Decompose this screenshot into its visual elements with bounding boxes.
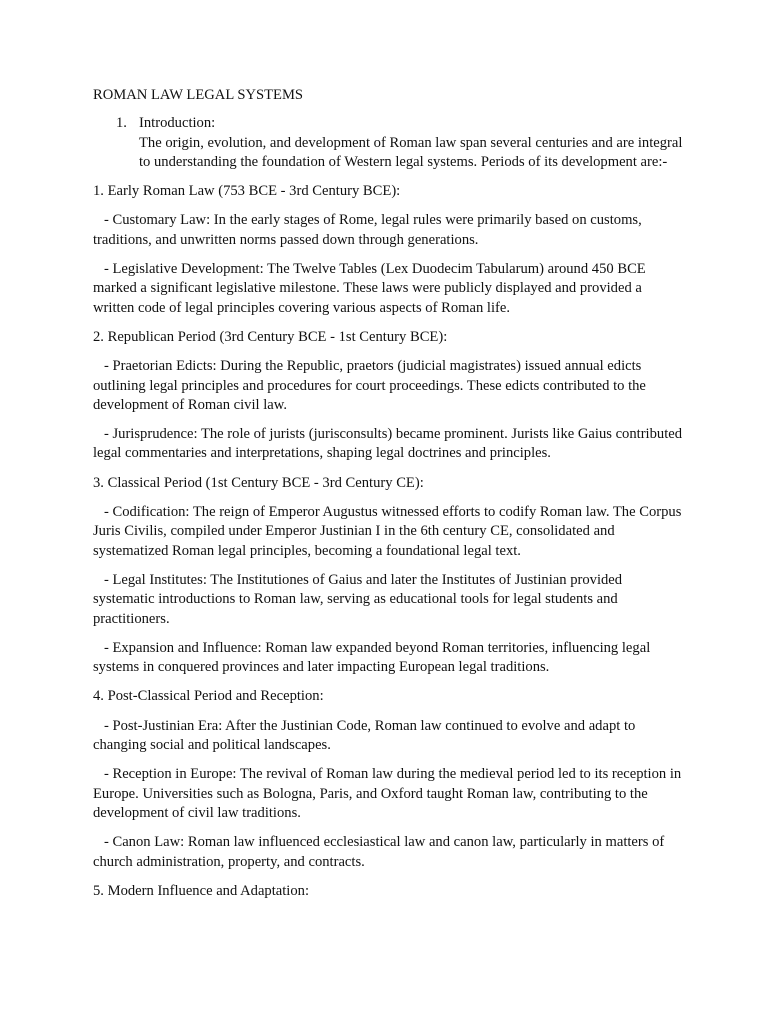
paragraph-codification: - Codification: The reign of Emperor Augustus witnessed efforts to codify Roman law. The Corpus Juris Civilis, compiled under Emperor Justinian I in the 6th century CE, consolidated and systematized Roman legal principles, becoming a foundational legal text. xyxy=(93,504,686,559)
intro-list-item xyxy=(93,114,683,172)
document-title: ROMAN LAW LEGAL SYSTEMS xyxy=(93,87,304,103)
paragraph-reception-in-europe: - Reception in Europe: The revival of Roman law during the medieval period led to its reception in Europe. Universities such as Bologna, Paris, and Oxford taught Roman law, contributing to the development of civil law traditions. xyxy=(93,766,685,821)
section-heading: 2. Republican Period (3rd Century BCE - 1st Century BCE): xyxy=(93,328,448,345)
section-heading: 5. Modern Influence and Adaptation: xyxy=(93,882,310,899)
paragraph-expansion-influence: - Expansion and Influence: Roman law expanded beyond Roman territories, influencing legal systems in conquered provinces and later impacting European legal traditions. xyxy=(93,639,654,676)
paragraph-praetorian-edicts: - Praetorian Edicts: During the Republic, praetors (judicial magistrates) issued annual edicts outlining legal principles and procedures for court proceedings. These edicts contributed to the development of Roman civil law. xyxy=(93,358,650,413)
intro-paragraph: The origin, evolution, and development of Roman law span several centuries and are integral to understanding the foundation of Western legal systems. Periods of its development are:- xyxy=(139,134,683,170)
section-classical-period xyxy=(93,474,686,678)
paragraph-canon-law: - Canon Law: Roman law influenced ecclesiastical law and canon law, particularly in matters of church administration, property, and contracts. xyxy=(93,834,668,870)
paragraph-customary-law: - Customary Law: In the early stages of Rome, legal rules were primarily based on customs, traditions, and unwritten norms passed down through generations. xyxy=(93,212,646,248)
section-heading: 1. Early Roman Law (753 BCE - 3rd Century BCE): xyxy=(93,183,401,200)
section-post-classical-period xyxy=(93,687,683,871)
paragraph-legal-institutes: - Legal Institutes: The Institutiones of Gaius and later the Institutes of Justinian provided systematic introductions to Roman law, serving as educational tools for legal students and practitioners. xyxy=(93,571,626,627)
section-heading: 4. Post-Classical Period and Reception: xyxy=(93,688,324,705)
section-early-roman-law xyxy=(93,182,683,318)
section-republican-period xyxy=(93,328,686,464)
paragraph-post-justinian-era: - Post-Justinian Era: After the Justinian Code, Roman law continued to evolve and adapt to changing social and political landscapes. xyxy=(93,717,639,754)
section-heading: 3. Classical Period (1st Century BCE - 3rd Century CE): xyxy=(93,474,424,491)
paragraph-legislative-development: - Legislative Development: The Twelve Tables (Lex Duodecim Tabularum) around 450 BCE marked a significant legislative milestone. These laws were publicly displayed and provided a written code of legal principles covering various aspects of Roman life. xyxy=(93,261,650,316)
intro-heading: Introduction: xyxy=(139,115,216,132)
section-modern-influence xyxy=(93,882,683,901)
document-page xyxy=(93,86,686,911)
paragraph-jurisprudence: - Jurisprudence: The role of jurists (jurisconsults) became prominent. Jurists like Gaius contributed legal commentaries and interpretations, shaping legal doctrines and principles. xyxy=(93,426,686,462)
intro-number: 1. xyxy=(116,115,127,132)
